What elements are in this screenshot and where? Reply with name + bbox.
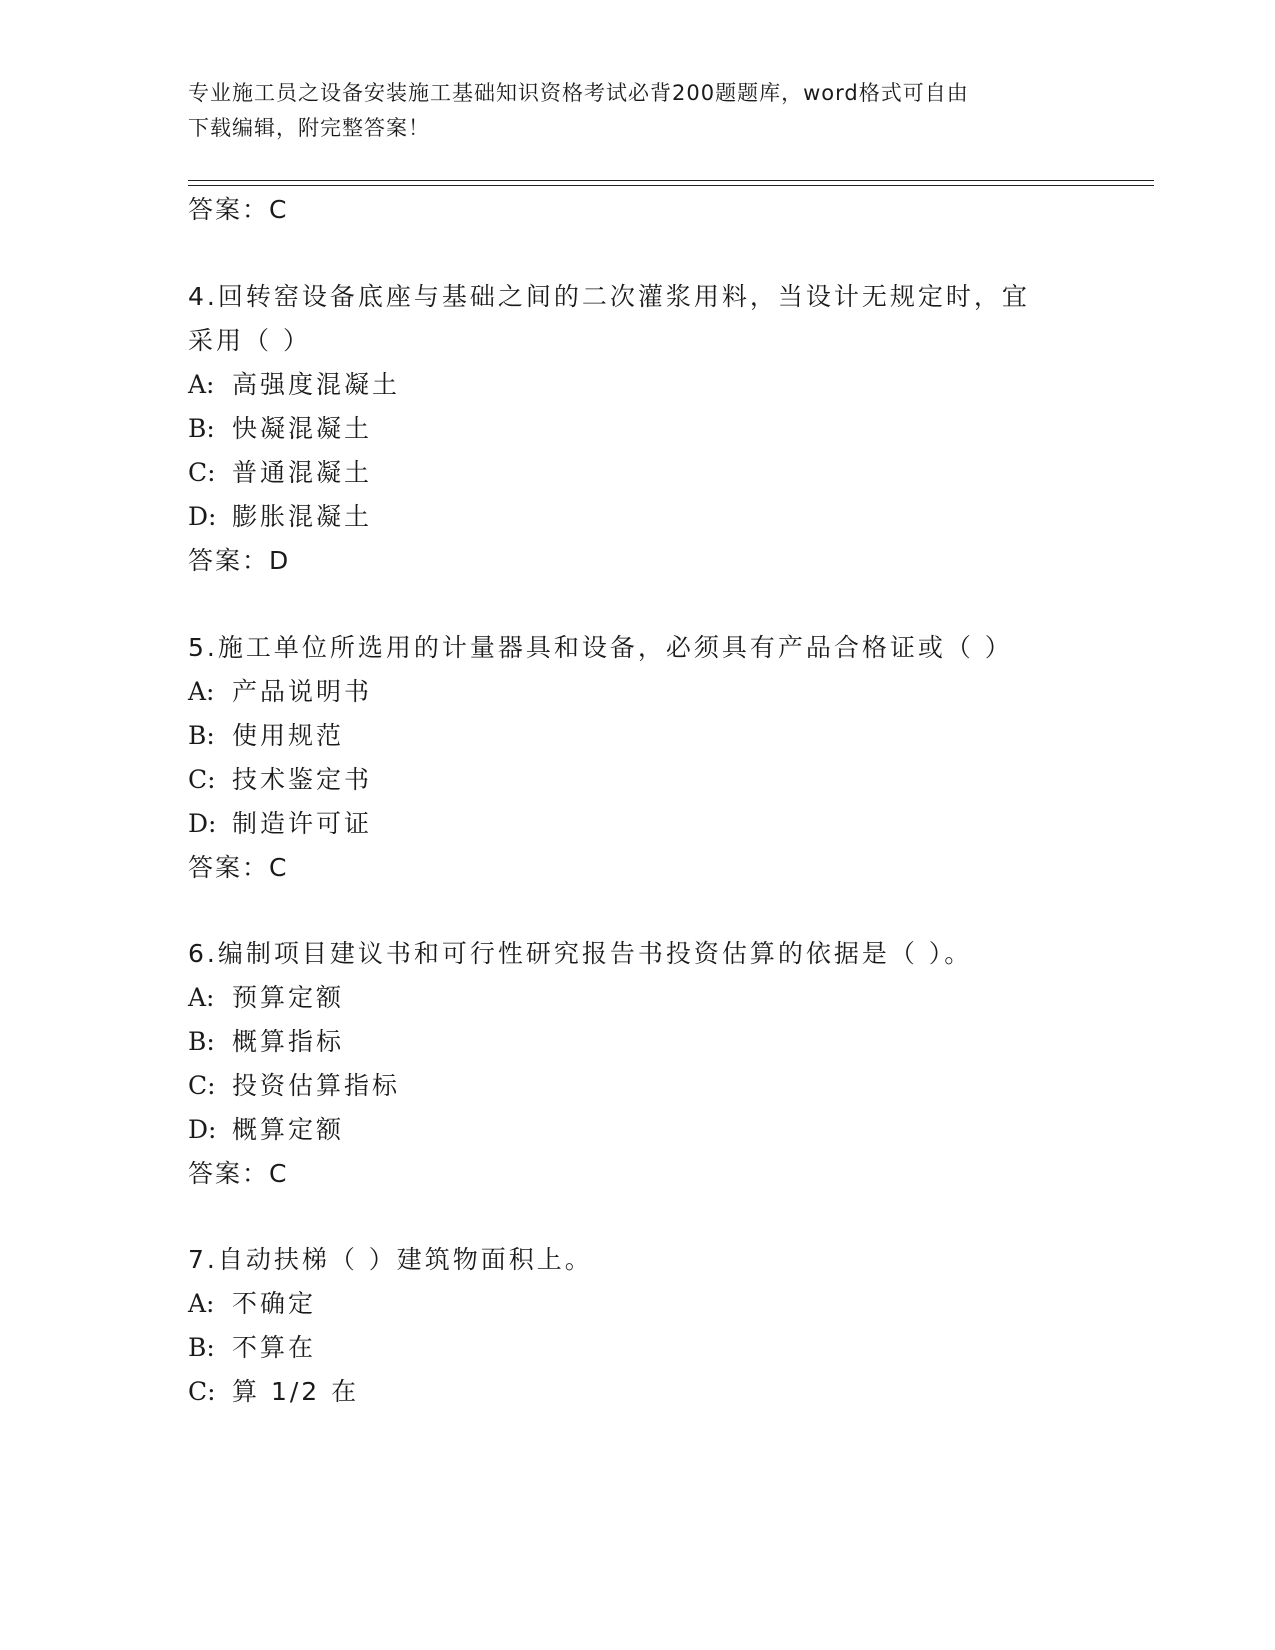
header-line-2: 下载编辑，附完整答案！ (188, 116, 430, 140)
question-4-option-a (188, 365, 400, 401)
header-divider-top (188, 180, 1154, 181)
question-7-option-c (188, 1372, 359, 1408)
question-5-option-a (188, 672, 372, 708)
document-header (188, 76, 1088, 146)
option-text: 高强度混凝土 (232, 370, 401, 399)
option-text: 概算定额 (232, 1115, 345, 1144)
question-7-stem: 7.自动扶梯（ ）建筑物面积上。 (188, 1245, 593, 1274)
question-6-stem: 6.编制项目建议书和可行性研究报告书投资估算的依据是（ ）。 (188, 939, 973, 968)
option-letter: B: (188, 414, 215, 443)
answer-q3: 答案：C (188, 195, 289, 224)
answer-q4: 答案：D (188, 546, 291, 575)
question-4-stem-line-1: 4.回转窑设备底座与基础之间的二次灌浆用料，当设计无规定时，宜 (188, 282, 1030, 311)
header-divider-bottom (188, 185, 1154, 186)
option-letter: D: (188, 1115, 217, 1144)
option-letter: D: (188, 502, 217, 531)
option-text: 膨胀混凝土 (232, 502, 373, 531)
option-text: 产品说明书 (232, 677, 373, 706)
question-5-option-b (188, 716, 344, 752)
option-text: 技术鉴定书 (232, 765, 373, 794)
question-4-option-d (188, 497, 372, 533)
question-5-stem: 5.施工单位所选用的计量器具和设备，必须具有产品合格证或（ ） (188, 633, 1013, 662)
option-letter: A: (188, 983, 215, 1012)
question-5-option-d (188, 804, 372, 840)
option-text: 制造许可证 (232, 809, 373, 838)
question-4-stem-line-2: 采用（ ） (188, 326, 311, 355)
option-text: 不算在 (232, 1333, 317, 1362)
option-text: 预算定额 (232, 983, 345, 1012)
option-letter: C: (188, 1377, 216, 1406)
question-6-option-d (188, 1110, 344, 1146)
option-letter: A: (188, 677, 215, 706)
option-letter: B: (188, 721, 215, 750)
question-6-option-c (188, 1066, 400, 1102)
option-letter: C: (188, 458, 216, 487)
option-letter: A: (188, 370, 215, 399)
header-line-1: 专业施工员之设备安装施工基础知识资格考试必背200题题库，word格式可自由 (188, 81, 969, 105)
option-text: 投资估算指标 (232, 1071, 401, 1100)
question-6-option-b (188, 1022, 344, 1058)
option-letter: C: (188, 765, 216, 794)
option-letter: B: (188, 1027, 215, 1056)
option-letter: C: (188, 1071, 216, 1100)
option-letter: A: (188, 1289, 215, 1318)
answer-q5: 答案：C (188, 853, 289, 882)
question-6-option-a (188, 978, 344, 1014)
question-4-option-c (188, 453, 372, 489)
question-4-option-b (188, 409, 372, 445)
option-text: 不确定 (232, 1289, 317, 1318)
answer-q6: 答案：C (188, 1159, 289, 1188)
option-text: 快凝混凝土 (232, 414, 373, 443)
option-text: 概算指标 (232, 1027, 345, 1056)
option-text: 普通混凝土 (232, 458, 373, 487)
option-text: 使用规范 (232, 721, 345, 750)
question-7-option-b (188, 1328, 316, 1364)
option-text: 算 1/2 在 (232, 1377, 360, 1406)
option-letter: D: (188, 809, 217, 838)
question-7-option-a (188, 1284, 316, 1320)
question-5-option-c (188, 760, 372, 796)
option-letter: B: (188, 1333, 215, 1362)
